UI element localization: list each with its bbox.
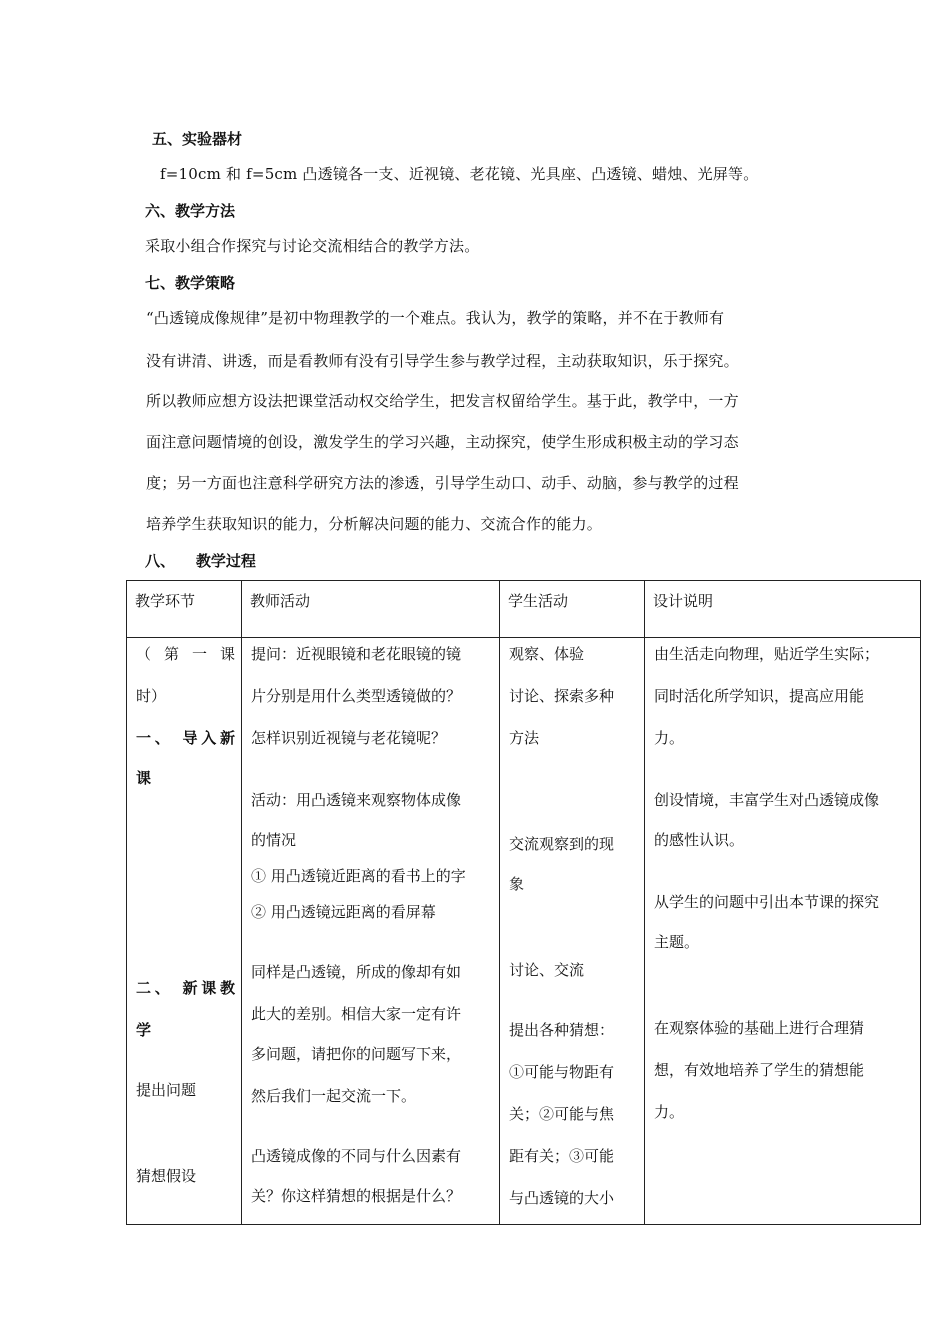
stage-guess: 猜想假设 bbox=[136, 1167, 197, 1185]
section-7-line: 所以教师应想方设法把课堂活动权交给学生，把发言权留给学生。基于此，教学中，一方 bbox=[146, 392, 739, 410]
stage-ask: 提出问题 bbox=[136, 1081, 197, 1099]
student-cell bbox=[500, 638, 645, 1225]
teacher-line: 此大的差别。相信大家一定有许 bbox=[251, 1005, 462, 1023]
teacher-line: ① 用凸透镜近距离的看书上的字 bbox=[251, 867, 466, 885]
student-line: 与凸透镜的大小 bbox=[509, 1189, 615, 1207]
student-line: 提出各种猜想： bbox=[509, 1021, 615, 1039]
teacher-line: 的情况 bbox=[251, 831, 297, 849]
teacher-line: 怎样识别近视镜与老花镜呢？ bbox=[251, 729, 447, 747]
design-line: 创设情境，丰富学生对凸透镜成像 bbox=[654, 791, 880, 809]
teacher-cell bbox=[242, 638, 500, 1225]
design-line: 想，有效地培养了学生的猜想能 bbox=[654, 1061, 865, 1079]
teacher-line: 活动：用凸透镜来观察物体成像 bbox=[251, 791, 462, 809]
student-line: 象 bbox=[509, 875, 525, 893]
teacher-line: 然后我们一起交流一下。 bbox=[251, 1087, 417, 1105]
header-teacher: 教师活动 bbox=[242, 581, 500, 638]
section-6-text: 采取小组合作探究与讨论交流相结合的教学方法。 bbox=[145, 237, 480, 255]
student-line: ①可能与物距有 bbox=[509, 1063, 615, 1081]
header-design: 设计说明 bbox=[645, 581, 921, 638]
teacher-line: 同样是凸透镜，所成的像却有如 bbox=[251, 963, 462, 981]
lesson-label-end: 时） bbox=[136, 687, 167, 705]
section-7-title: 七、教学策略 bbox=[145, 274, 236, 292]
design-line: 的感性认识。 bbox=[654, 831, 745, 849]
section-6-title: 六、教学方法 bbox=[145, 202, 236, 220]
design-line: 力。 bbox=[654, 1103, 685, 1121]
design-line: 从学生的问题中引出本节课的探究 bbox=[654, 893, 880, 911]
design-line: 在观察体验的基础上进行合理猜 bbox=[654, 1019, 865, 1037]
teacher-line: ② 用凸透镜远距离的看屏幕 bbox=[251, 903, 436, 921]
section-5-text: f=10cm 和 f=5cm 凸透镜各一支、近视镜、老花镜、光具座、凸透镜、蜡烛、光屏等。 bbox=[160, 165, 759, 183]
student-line: 讨论、探索多种 bbox=[509, 687, 615, 705]
student-line: 交流观察到的现 bbox=[509, 835, 615, 853]
student-line: 讨论、交流 bbox=[509, 961, 585, 979]
teacher-line: 提问：近视眼镜和老花眼镜的镜 bbox=[251, 645, 462, 663]
teacher-line: 片分别是用什么类型透镜做的？ bbox=[251, 687, 462, 705]
table-row bbox=[127, 638, 921, 1225]
student-line: 距有关；③可能 bbox=[509, 1147, 615, 1165]
section-5-title: 五、实验器材 bbox=[152, 130, 243, 148]
section-7-line: “凸透镜成像规律”是初中物理教学的一个难点。我认为，教学的策略，并不在于教师有 bbox=[146, 309, 725, 327]
header-stage: 教学环节 bbox=[127, 581, 242, 638]
stage-cell bbox=[127, 638, 242, 1225]
design-line: 主题。 bbox=[654, 933, 700, 951]
table-header-row bbox=[127, 581, 921, 638]
section-7-line: 培养学生获取知识的能力，分析解决问题的能力、交流合作的能力。 bbox=[146, 515, 603, 533]
section-7-line: 面注意问题情境的创设，激发学生的学习兴趣，主动探究，使学生形成积极主动的学习态 bbox=[146, 433, 739, 451]
stage-intro: 一、 导入新 bbox=[136, 729, 235, 747]
section-8-title: 八、 教学过程 bbox=[145, 552, 256, 570]
lesson-label: （ 第 一 课 bbox=[136, 645, 235, 663]
stage-new: 二、 新课教 bbox=[136, 979, 235, 997]
design-line: 同时活化所学知识，提高应用能 bbox=[654, 687, 865, 705]
design-line: 由生活走向物理，贴近学生实际； bbox=[654, 645, 880, 663]
student-line: 方法 bbox=[509, 729, 540, 747]
stage-intro-end: 课 bbox=[136, 769, 152, 787]
section-7-line: 度；另一方面也注意科学研究方法的渗透，引导学生动口、动手、动脑，参与教学的过程 bbox=[146, 474, 739, 492]
teaching-process-table bbox=[126, 580, 921, 1225]
student-line: 关；②可能与焦 bbox=[509, 1105, 615, 1123]
stage-new-end: 学 bbox=[136, 1021, 152, 1039]
design-cell bbox=[645, 638, 921, 1225]
student-line: 观察、体验 bbox=[509, 645, 585, 663]
section-7-line: 没有讲清、讲透，而是看教师有没有引导学生参与教学过程，主动获取知识，乐于探究。 bbox=[146, 352, 739, 370]
teacher-line: 多问题，请把你的问题写下来， bbox=[251, 1045, 462, 1063]
header-student: 学生活动 bbox=[500, 581, 645, 638]
teacher-line: 凸透镜成像的不同与什么因素有 bbox=[251, 1147, 462, 1165]
teacher-line: 关？你这样猜想的根据是什么？ bbox=[251, 1187, 462, 1205]
design-line: 力。 bbox=[654, 729, 685, 747]
